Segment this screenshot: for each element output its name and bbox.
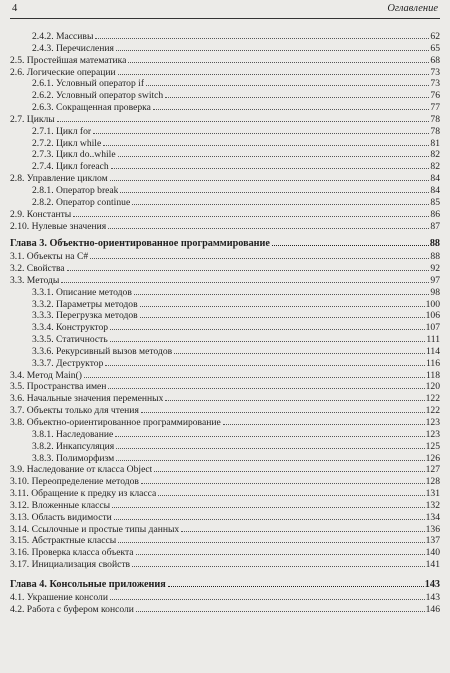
toc-entry	[10, 67, 440, 79]
toc-entry	[10, 535, 440, 547]
toc-entry-title: 3.15. Абстрактные классы	[10, 535, 117, 547]
dot-leader	[95, 38, 429, 39]
toc-entry-page: 136	[425, 523, 440, 535]
toc-entry-title: 3.3.3. Перегрузка методов	[32, 310, 138, 322]
toc-entry	[10, 299, 440, 311]
dot-leader	[116, 448, 424, 449]
toc-entry	[10, 322, 440, 334]
toc-entry-title: 3.3. Методы	[10, 274, 60, 286]
toc-entry-title: 3.13. Область видимости	[10, 511, 112, 523]
toc-entry-title: 3.5. Пространства имен	[10, 381, 107, 393]
toc-entry-title: 4.1. Украшение консоли	[10, 591, 108, 603]
toc-entry-title: 3.12. Вложенные классы	[10, 499, 111, 511]
toc-entry-page: 123	[425, 428, 440, 440]
toc-entry-page: 140	[425, 547, 440, 559]
dot-leader	[84, 377, 425, 378]
toc-entry-page: 125	[425, 440, 440, 452]
toc-entry	[10, 559, 440, 571]
toc-entry-page: 127	[425, 464, 440, 476]
toc-entry-page: 77	[430, 102, 440, 114]
dot-leader	[141, 483, 425, 484]
toc-entry	[10, 604, 440, 616]
toc-entry-page: 78	[430, 113, 440, 125]
toc-entry-page: 137	[425, 535, 440, 547]
toc-entry-page: 116	[425, 357, 440, 369]
dot-leader	[105, 365, 425, 366]
toc-entry-page: 84	[430, 173, 440, 185]
dot-leader	[111, 168, 430, 169]
toc-entry-title: 3.6. Начальные значения переменных	[10, 393, 164, 405]
toc-entry	[10, 346, 440, 358]
toc-entry-page: 146	[425, 603, 440, 615]
toc-entry-page: 82	[430, 149, 440, 161]
toc-entry-page: 126	[425, 452, 440, 464]
toc-entry	[10, 275, 440, 287]
toc-entry-page: 123	[425, 417, 440, 428]
toc-entry-title: 2.7. Циклы	[10, 113, 55, 125]
toc-entry	[10, 173, 440, 185]
dot-leader	[110, 599, 425, 600]
toc-entry	[10, 251, 440, 263]
toc-entry-page: 92	[430, 263, 440, 275]
dot-leader	[223, 424, 425, 425]
dot-leader	[136, 554, 425, 555]
toc-entry-page: 76	[430, 90, 440, 102]
dot-leader	[67, 270, 430, 271]
toc-entry-title: 2.6.2. Условный оператор switch	[32, 90, 164, 102]
toc-entry-title: 3.3.5. Статичность	[32, 334, 108, 346]
toc-entry-title: 3.8.1. Наследование	[32, 428, 114, 440]
dot-leader	[116, 460, 424, 461]
toc-entry	[10, 90, 440, 102]
toc-entry-title: 2.7.1. Цикл for	[32, 125, 92, 137]
toc-entry-page: 84	[430, 184, 440, 196]
toc-entry-title: 3.3.6. Рекурсивный вызов методов	[32, 345, 173, 357]
toc-entry-title: 2.6.3. Сокращенная проверка	[32, 102, 151, 114]
toc-entry	[10, 161, 440, 173]
toc-chapter-entry	[10, 579, 440, 591]
dot-leader	[141, 412, 425, 413]
toc-entry-page: 88	[430, 251, 440, 263]
toc-entry	[10, 370, 440, 382]
toc-entry-page: 81	[430, 137, 440, 149]
toc-entry-title: 3.2. Свойства	[10, 263, 65, 275]
toc-entry-page: 73	[430, 78, 440, 90]
toc-entry-title: 2.6.1. Условный оператор if	[32, 78, 145, 90]
dot-leader	[112, 507, 424, 508]
toc-entry-title: Глава 4. Консольные приложения	[10, 578, 166, 590]
dot-leader	[174, 353, 425, 354]
toc-entry-title: 2.5. Простейшая математика	[10, 54, 127, 66]
toc-entry-page: 62	[430, 31, 440, 42]
toc-entry-title: 2.7.4. Цикл foreach	[32, 161, 109, 173]
toc-entry-title: 3.3.4. Конструктор	[32, 322, 109, 334]
toc-entry-title: 2.7.2. Цикл while	[32, 137, 102, 149]
toc-entry-page: 97	[430, 274, 440, 286]
dot-leader	[120, 192, 429, 193]
toc-entry-page: 143	[425, 591, 440, 603]
page-number: 4	[12, 3, 18, 14]
toc-entry-page: 78	[430, 125, 440, 137]
dot-leader	[165, 400, 424, 401]
toc-entry	[10, 221, 440, 233]
toc-entry	[10, 197, 440, 209]
dot-leader	[57, 121, 430, 122]
toc-entry-title: 2.8.2. Оператор continue	[32, 196, 131, 208]
toc-entry-title: 3.14. Ссылочные и простые типы данных	[10, 523, 180, 535]
dot-leader	[115, 436, 424, 437]
toc-entry-title: 4.2. Работа с буфером консоли	[10, 603, 134, 615]
dot-leader	[103, 145, 429, 146]
dot-leader	[114, 519, 425, 520]
toc-entry-page: 68	[430, 54, 440, 66]
toc-entry	[10, 209, 440, 221]
toc-entry-title: 3.9. Наследование от класса Object	[10, 464, 153, 476]
toc-entry	[10, 393, 440, 405]
toc-entry-page: 87	[430, 220, 440, 232]
dot-leader	[272, 245, 429, 246]
toc-entry-title: Глава 3. Объектно-ориентированное программирование	[10, 238, 270, 250]
toc-entry	[10, 185, 440, 197]
dot-leader	[73, 216, 429, 217]
toc-entry	[10, 453, 440, 465]
toc-entry-title: 3.3.7. Деструктор	[32, 357, 104, 369]
toc-entry	[10, 429, 440, 441]
running-header	[10, 2, 440, 19]
toc-entry-page: 73	[430, 66, 440, 78]
toc-entry-page: 122	[425, 393, 440, 405]
dot-leader	[108, 388, 424, 389]
toc-entry-page: 107	[425, 322, 440, 334]
toc-entry	[10, 31, 440, 43]
dot-leader	[165, 97, 429, 98]
toc-entry	[10, 592, 440, 604]
toc-entry-page: 86	[430, 208, 440, 220]
toc-entry-title: 3.8. Объектно-ориентированное программирование	[10, 417, 221, 428]
toc-entry-title: 2.10. Нулевые значения	[10, 220, 107, 232]
toc-entry	[10, 126, 440, 138]
dot-leader	[118, 156, 430, 157]
dot-leader	[136, 611, 425, 612]
toc-entry	[10, 263, 440, 275]
toc-entry-page: 85	[430, 196, 440, 208]
toc-entry	[10, 138, 440, 150]
toc-entry	[10, 114, 440, 126]
dot-leader	[168, 586, 424, 587]
dot-leader	[118, 542, 424, 543]
dot-leader	[154, 471, 424, 472]
toc-entry-title: 3.3.2. Параметры методов	[32, 298, 138, 310]
toc-entry	[10, 334, 440, 346]
toc-entry-page: 131	[425, 488, 440, 500]
toc-entry-title: 2.8.1. Оператор break	[32, 184, 119, 196]
toc-entry-title: 2.9. Константы	[10, 208, 72, 220]
toc-entry	[10, 417, 440, 429]
dot-leader	[128, 62, 429, 63]
toc-entry-title: 3.10. Переопределение методов	[10, 476, 139, 488]
toc-entry-page: 88	[429, 238, 440, 250]
toc-entry	[10, 488, 440, 500]
toc-entry-title: 3.8.2. Инкапсуляция	[32, 440, 115, 452]
dot-leader	[153, 109, 429, 110]
toc-entry-page: 100	[425, 298, 440, 310]
toc-entry	[10, 102, 440, 114]
toc-entry	[10, 524, 440, 536]
toc-entry	[10, 476, 440, 488]
dot-leader	[110, 341, 426, 342]
dot-leader	[61, 282, 429, 283]
toc-entry	[10, 441, 440, 453]
dot-leader	[110, 329, 425, 330]
dot-leader	[181, 531, 424, 532]
toc-entry-title: 3.17. Инициализация свойств	[10, 559, 131, 571]
toc-entry-title: 3.11. Обращение к предку из класса	[10, 488, 157, 500]
toc-entry-page: 132	[425, 499, 440, 511]
toc-chapter-entry	[10, 238, 440, 250]
toc-entry-title: 3.1. Объекты на C#	[10, 251, 89, 263]
dot-leader	[140, 306, 425, 307]
toc-entry-page: 111	[426, 334, 440, 346]
toc-entry	[10, 43, 440, 55]
toc-entry-title: 3.3.1. Описание методов	[32, 286, 132, 298]
toc-entry	[10, 405, 440, 417]
dot-leader	[146, 85, 429, 86]
toc-entry-page: 122	[425, 405, 440, 417]
dot-leader	[134, 294, 430, 295]
toc-entry-page: 128	[425, 476, 440, 488]
dot-leader	[110, 180, 430, 181]
toc-entry-title: 3.8.3. Полиморфизм	[32, 452, 115, 464]
toc-entry-page: 82	[430, 161, 440, 173]
toc-entry-page: 98	[430, 286, 440, 298]
toc-entry-title: 2.7.3. Цикл do..while	[32, 149, 116, 161]
header-title: Оглавление	[387, 3, 438, 14]
dot-leader	[118, 74, 430, 75]
dot-leader	[140, 317, 425, 318]
toc-entry	[10, 358, 440, 370]
toc-entry	[10, 287, 440, 299]
toc-entry-title: 2.4.3. Перечисления	[32, 42, 114, 54]
table-of-contents	[10, 31, 440, 616]
toc-entry	[10, 310, 440, 322]
toc-entry-page: 114	[425, 345, 440, 357]
toc-entry	[10, 381, 440, 393]
toc-entry-page: 106	[425, 310, 440, 322]
toc-entry-page: 120	[425, 381, 440, 393]
toc-entry	[10, 500, 440, 512]
dot-leader	[108, 228, 429, 229]
toc-entry-title: 3.4. Метод Main()	[10, 369, 82, 381]
toc-entry-page: 134	[425, 511, 440, 523]
toc-entry	[10, 78, 440, 90]
toc-entry	[10, 149, 440, 161]
dot-leader	[132, 204, 429, 205]
toc-entry-title: 3.7. Объекты только для чтения	[10, 405, 139, 417]
dot-leader	[90, 258, 429, 259]
toc-entry	[10, 512, 440, 524]
toc-entry-page: 143	[424, 578, 440, 590]
toc-entry-page: 141	[425, 559, 440, 571]
toc-entry-title: 2.4.2. Массивы	[32, 31, 94, 42]
dot-leader	[132, 566, 425, 567]
toc-entry-title: 3.16. Проверка класса объекта	[10, 547, 134, 559]
toc-entry	[10, 464, 440, 476]
toc-entry	[10, 55, 440, 67]
toc-entry-page: 65	[430, 42, 440, 54]
toc-entry-title: 2.6. Логические операции	[10, 66, 116, 78]
dot-leader	[158, 495, 424, 496]
toc-entry-page: 118	[425, 369, 440, 381]
dot-leader	[93, 133, 429, 134]
dot-leader	[116, 50, 429, 51]
toc-entry-title: 2.8. Управление циклом	[10, 173, 108, 185]
toc-entry	[10, 547, 440, 559]
